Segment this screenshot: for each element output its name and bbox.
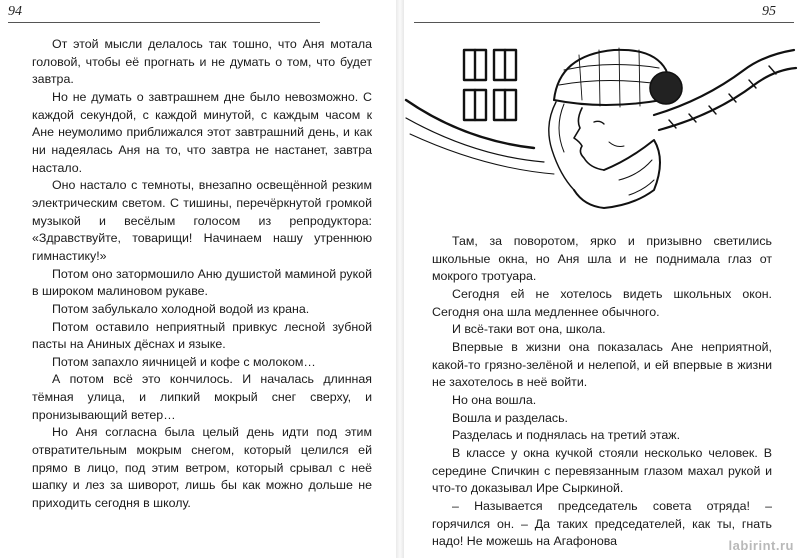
left-page-text xyxy=(32,36,372,513)
paragraph: В классе у окна кучкой стояли несколько человек. В середине Спичкин с перевязанным глазом махал рукой и что-то доказывал Ире Сыркиной. xyxy=(432,445,772,496)
left-page xyxy=(0,0,396,558)
right-page xyxy=(404,0,800,558)
paragraph: Но не думать о завтрашнем дне было невозможно. С каждой секундой, с каждой минутой, с каждым часом к Ане неумолимо приближался этот завтрашний день, и как ни надеялась Аня на то, что завтра не настанет, завтра настало. xyxy=(32,89,372,175)
paragraph: Разделась и поднялась на третий этаж. xyxy=(452,428,681,443)
book-gutter xyxy=(396,0,404,558)
right-page-text xyxy=(432,233,772,551)
paragraph: – Называется председатель совета отряда! – горячился он. – Да таких председателей, как ты, гнать надо! Не можешь на Агафонова xyxy=(432,498,772,549)
paragraph: Там, за поворотом, ярко и призывно светились школьные окна, но Аня шла и не поднимала глаз от мокрого тротуара. xyxy=(432,234,772,284)
paragraph: Потом оно затормошило Аню душистой маминой рукой в широком малиновом рукаве. xyxy=(32,266,372,299)
paragraph: Потом оставило неприятный привкус лесной зубной пасты на Аниных дёснах и языке. xyxy=(32,319,372,352)
paragraph: А потом всё это кончилось. И началась длинная тёмная улица, и липкий мокрый снег сверху, и пронизывающий ветер… xyxy=(32,372,372,422)
header-rule-right xyxy=(414,22,794,23)
window-icon xyxy=(464,50,516,120)
paragraph: Вошла и разделась. xyxy=(452,410,568,425)
girl-in-winter-hat-illustration xyxy=(404,30,800,230)
paragraph: От этой мысли делалось так тошно, что Аня мотала головой, чтобы её прогнать и не думать о том, что будет завтра. xyxy=(32,37,372,87)
paragraph: Сегодня ей не хотелось видеть школьных окон. Сегодня она шла медленнее обычного. xyxy=(432,286,772,319)
watermark-text: labirint xyxy=(728,538,776,553)
paragraph: Оно настало с темноты, внезапно освещённой резким электрическим светом. С тишины, перечёркнутой громкой музыкой и весёлым голосом из репродуктора: «Здравствуйте, товарищи! Начинаем нашу утреннюю гимнастику!» xyxy=(32,178,372,263)
header-rule-left xyxy=(8,22,320,23)
page-number-right: 95 xyxy=(762,4,776,19)
paragraph: Впервые в жизни она показалась Ане неприятной, какой-то грязно-зелёной и нелепой, и ей впервые в жизни не захотелось в неё войти. xyxy=(432,339,772,390)
watermark-suffix: .ru xyxy=(775,538,794,553)
paragraph: И всё-таки вот она, школа. xyxy=(452,322,606,337)
paragraph: Но Аня согласна была целый день идти под этим отвратительным мокрым снегом, который целился ей прямо в лицо, под этим ветром, который срывал с неё шапку и лез за шиворот, лишь бы как можно дольше не приходить сегодня в школу. xyxy=(32,425,372,511)
watermark xyxy=(729,537,794,554)
page-number-left: 94 xyxy=(8,4,22,19)
paragraph: Потом запахло яичницей и кофе с молоком… xyxy=(52,354,316,369)
paragraph: Потом забулькало холодной водой из крана. xyxy=(52,301,310,316)
paragraph: Но она вошла. xyxy=(452,392,537,407)
